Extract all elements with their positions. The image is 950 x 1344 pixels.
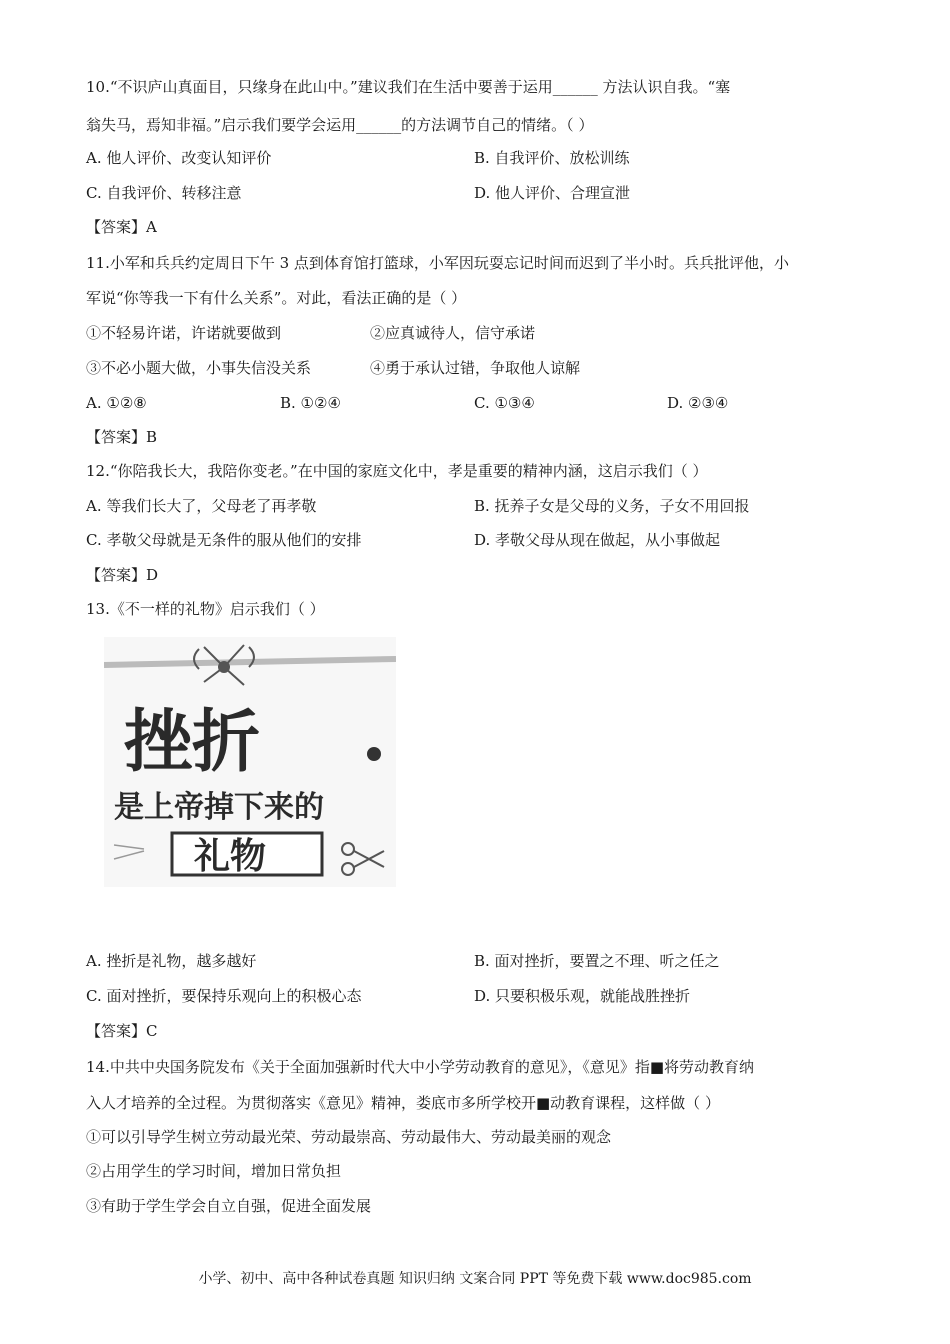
q14-statement-3: ③有助于学生学会自立自强，促进全面发展 [86,1197,372,1215]
q11-statement-1: ①不轻易许诺，许诺就要做到 [86,324,282,342]
q11-option-c: C. ①③④ [474,394,535,412]
q11-statement-3: ③不必小题大做，小事失信没关系 [86,359,312,377]
q13-option-a: A. 挫折是礼物，越多越好 [86,952,257,970]
q10-stem-line1: 10.“不识庐山真面目，只缘身在此山中。”建议我们在生活中要善于运用______ 方法认识自我。“塞 [86,78,731,96]
q11-statement-2: ②应真诚待人，信守承诺 [370,324,536,342]
scissors-icon [342,843,384,875]
poster-word: 礼物 [194,836,267,877]
q11-stem-line1: 11.小军和兵兵约定周日下午 3 点到体育馆打篮球，小军因玩耍忘记时间而迟到了半小时。兵兵批评他，小 [86,254,789,272]
q12-option-b: B. 抚养子女是父母的义务，子女不用回报 [474,497,750,515]
q13-option-c: C. 面对挫折，要保持乐观向上的积极心态 [86,987,362,1005]
bullet-icon [367,747,381,761]
q10-option-d: D. 他人评价、合理宣泄 [474,184,631,202]
q14-stem-line2: 入人才培养的全过程。为贯彻落实《意见》精神，娄底市多所学校开■动教育课程，这样做（ ） [86,1094,720,1112]
q11-answer: 【答案】B [86,428,158,446]
q12-option-c: C. 孝敬父母就是无条件的服从他们的安排 [86,531,362,549]
q10-option-c: C. 自我评价、转移注意 [86,184,242,202]
ribbon-decoration [104,645,396,685]
q13-option-d: D. 只要积极乐观，就能战胜挫折 [474,987,691,1005]
q13-stem-line1: 13.《不一样的礼物》启示我们（ ） [86,600,325,618]
q11-option-a: A. ①②⑧ [86,394,147,412]
q10-option-b: B. 自我评价、放松训练 [474,149,630,167]
scissors-icon-left [114,845,144,859]
poster-title: 挫折 [124,703,261,782]
q12-answer: 【答案】D [86,566,159,584]
q10-option-a: A. 他人评价、改变认知评价 [86,149,272,167]
q12-option-a: A. 等我们长大了，父母老了再孝敬 [86,497,317,515]
q10-stem-line2: 翁失马，焉知非福。”启示我们要学会运用______的方法调节自己的情绪。（ ） [86,116,594,134]
q14-statement-1: ①可以引导学生树立劳动最光荣、劳动最崇高、劳动最伟大、劳动最美丽的观念 [86,1128,612,1146]
q11-option-b: B. ①②④ [280,394,341,412]
poster-subtitle: 是上帝掉下来的 [114,790,324,825]
q13-option-b: B. 面对挫折，要置之不理、听之任之 [474,952,720,970]
q14-statement-2: ②占用学生的学习时间，增加日常负担 [86,1162,342,1180]
q14-stem-line1: 14.中共中央国务院发布《关于全面加强新时代大中小学劳动教育的意见》，《意见》指■将劳动教育纳 [86,1058,755,1076]
q11-statement-4: ④勇于承认过错，争取他人谅解 [370,359,581,377]
q12-option-d: D. 孝敬父母从现在做起，从小事做起 [474,531,721,549]
q12-stem-line1: 12.“你陪我长大，我陪你变老。”在中国的家庭文化中，孝是重要的精神内涵，这启示我们（ ） [86,462,708,480]
q11-option-d: D. ②③④ [667,394,729,412]
page-footer: 小学、初中、高中各种试卷真题 知识归纳 文案合同 PPT 等免费下载 www.doc985.com [198,1271,752,1287]
q10-answer: 【答案】A [86,218,157,236]
gift-poster-image [104,637,396,887]
q11-stem-line2: 军说“你等我一下有什么关系”。对此，看法正确的是（ ） [86,289,467,307]
q13-answer: 【答案】C [86,1022,158,1040]
